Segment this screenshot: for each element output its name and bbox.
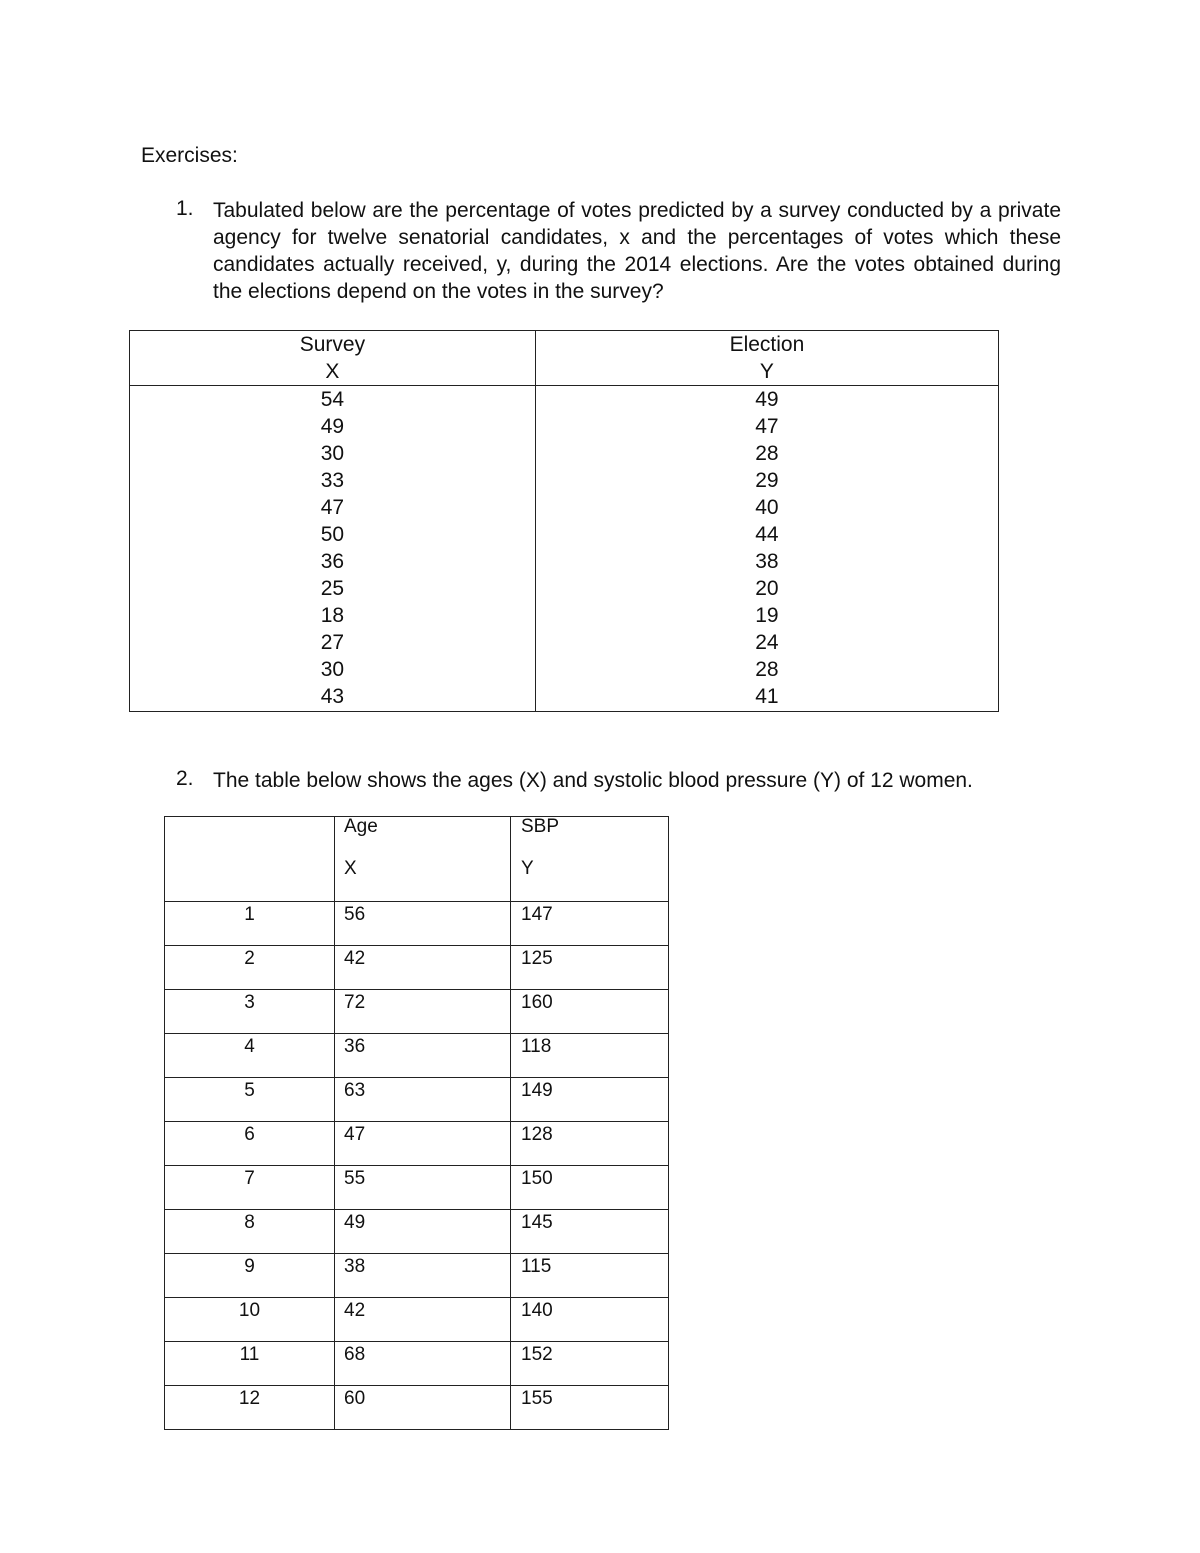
sbp-value: 140 (511, 1298, 669, 1342)
question-1-number: 1. (176, 197, 194, 220)
election-value: 29 (755, 469, 779, 492)
survey-value: 43 (320, 685, 345, 708)
sbp-header-var: Y (521, 858, 534, 879)
sbp-value: 149 (511, 1078, 669, 1122)
survey-value: 36 (320, 550, 345, 573)
sbp-value: 125 (511, 946, 669, 990)
survey-header-cell (130, 331, 536, 386)
age-value: 60 (335, 1386, 511, 1430)
election-value: 38 (755, 550, 779, 573)
row-index: 10 (165, 1298, 335, 1342)
table-row (165, 1034, 669, 1078)
row-index: 4 (165, 1034, 335, 1078)
question-1-text: Tabulated below are the percentage of votes predicted by a survey conducted by a private agency for twelve senatorial candidates, x and the percentages of votes which these candidates actually received, y, during the 2014 elections. Are the votes obtained during the elections depend on the votes in the survey? (213, 199, 1061, 303)
age-header-label: Age (344, 816, 378, 837)
table-row (165, 990, 669, 1034)
table-row (165, 1122, 669, 1166)
survey-value: 33 (320, 469, 345, 492)
table-header-row (165, 817, 669, 902)
election-header-label: Election (729, 333, 805, 356)
sbp-value: 160 (511, 990, 669, 1034)
row-index: 6 (165, 1122, 335, 1166)
survey-value: 54 (320, 388, 345, 411)
index-header-cell (165, 817, 335, 902)
table-row (165, 1342, 669, 1386)
row-index: 9 (165, 1254, 335, 1298)
sbp-value: 147 (511, 902, 669, 946)
election-values-cell (535, 386, 998, 712)
election-value: 19 (755, 604, 779, 627)
election-value: 28 (755, 658, 779, 681)
table-row (165, 1298, 669, 1342)
survey-value: 50 (320, 523, 345, 546)
age-sbp-table (164, 816, 669, 1430)
question-2-number: 2. (176, 767, 194, 790)
election-header-cell (535, 331, 998, 386)
sbp-header-label: SBP (521, 816, 560, 837)
election-value: 47 (755, 415, 779, 438)
row-index: 1 (165, 902, 335, 946)
age-value: 42 (335, 1298, 511, 1342)
election-value: 44 (755, 523, 779, 546)
row-index: 2 (165, 946, 335, 990)
row-index: 7 (165, 1166, 335, 1210)
age-value: 42 (335, 946, 511, 990)
age-value: 55 (335, 1166, 511, 1210)
age-header-cell (335, 817, 511, 902)
survey-value: 30 (320, 658, 345, 681)
sbp-value: 118 (511, 1034, 669, 1078)
age-value: 38 (335, 1254, 511, 1298)
age-value: 63 (335, 1078, 511, 1122)
sbp-value: 155 (511, 1386, 669, 1430)
row-index: 12 (165, 1386, 335, 1430)
row-index: 11 (165, 1342, 335, 1386)
election-value: 41 (755, 685, 779, 708)
sbp-header-cell (511, 817, 669, 902)
age-value: 49 (335, 1210, 511, 1254)
table-row (165, 902, 669, 946)
table-row (165, 1166, 669, 1210)
age-value: 36 (335, 1034, 511, 1078)
election-value: 20 (755, 577, 779, 600)
election-header-var: Y (759, 360, 774, 383)
survey-value: 18 (320, 604, 345, 627)
age-value: 72 (335, 990, 511, 1034)
survey-value: 27 (320, 631, 345, 654)
sbp-value: 152 (511, 1342, 669, 1386)
table-header-row (130, 331, 999, 386)
election-value: 24 (755, 631, 779, 654)
table-row (165, 1386, 669, 1430)
table-row (165, 1254, 669, 1298)
age-value: 47 (335, 1122, 511, 1166)
survey-value: 30 (320, 442, 345, 465)
survey-value: 49 (320, 415, 345, 438)
table-row (165, 1210, 669, 1254)
age-value: 56 (335, 902, 511, 946)
table-row (165, 1078, 669, 1122)
survey-election-table (129, 330, 999, 712)
survey-value: 25 (320, 577, 345, 600)
question-2-text: The table below shows the ages (X) and systolic blood pressure (Y) of 12 women. (213, 769, 973, 792)
survey-header-label: Survey (299, 333, 366, 356)
row-index: 8 (165, 1210, 335, 1254)
page-heading: Exercises: (141, 144, 238, 167)
row-index: 3 (165, 990, 335, 1034)
election-value: 49 (755, 388, 779, 411)
row-index: 5 (165, 1078, 335, 1122)
sbp-value: 150 (511, 1166, 669, 1210)
election-value: 28 (755, 442, 779, 465)
sbp-value: 115 (511, 1254, 669, 1298)
survey-header-var: X (325, 360, 340, 383)
table-body-row (130, 386, 999, 712)
sbp-value: 128 (511, 1122, 669, 1166)
sbp-value: 145 (511, 1210, 669, 1254)
age-value: 68 (335, 1342, 511, 1386)
election-value: 40 (755, 496, 779, 519)
table-row (165, 946, 669, 990)
survey-value: 47 (320, 496, 345, 519)
survey-values-cell (130, 386, 536, 712)
age-header-var: X (344, 858, 357, 879)
